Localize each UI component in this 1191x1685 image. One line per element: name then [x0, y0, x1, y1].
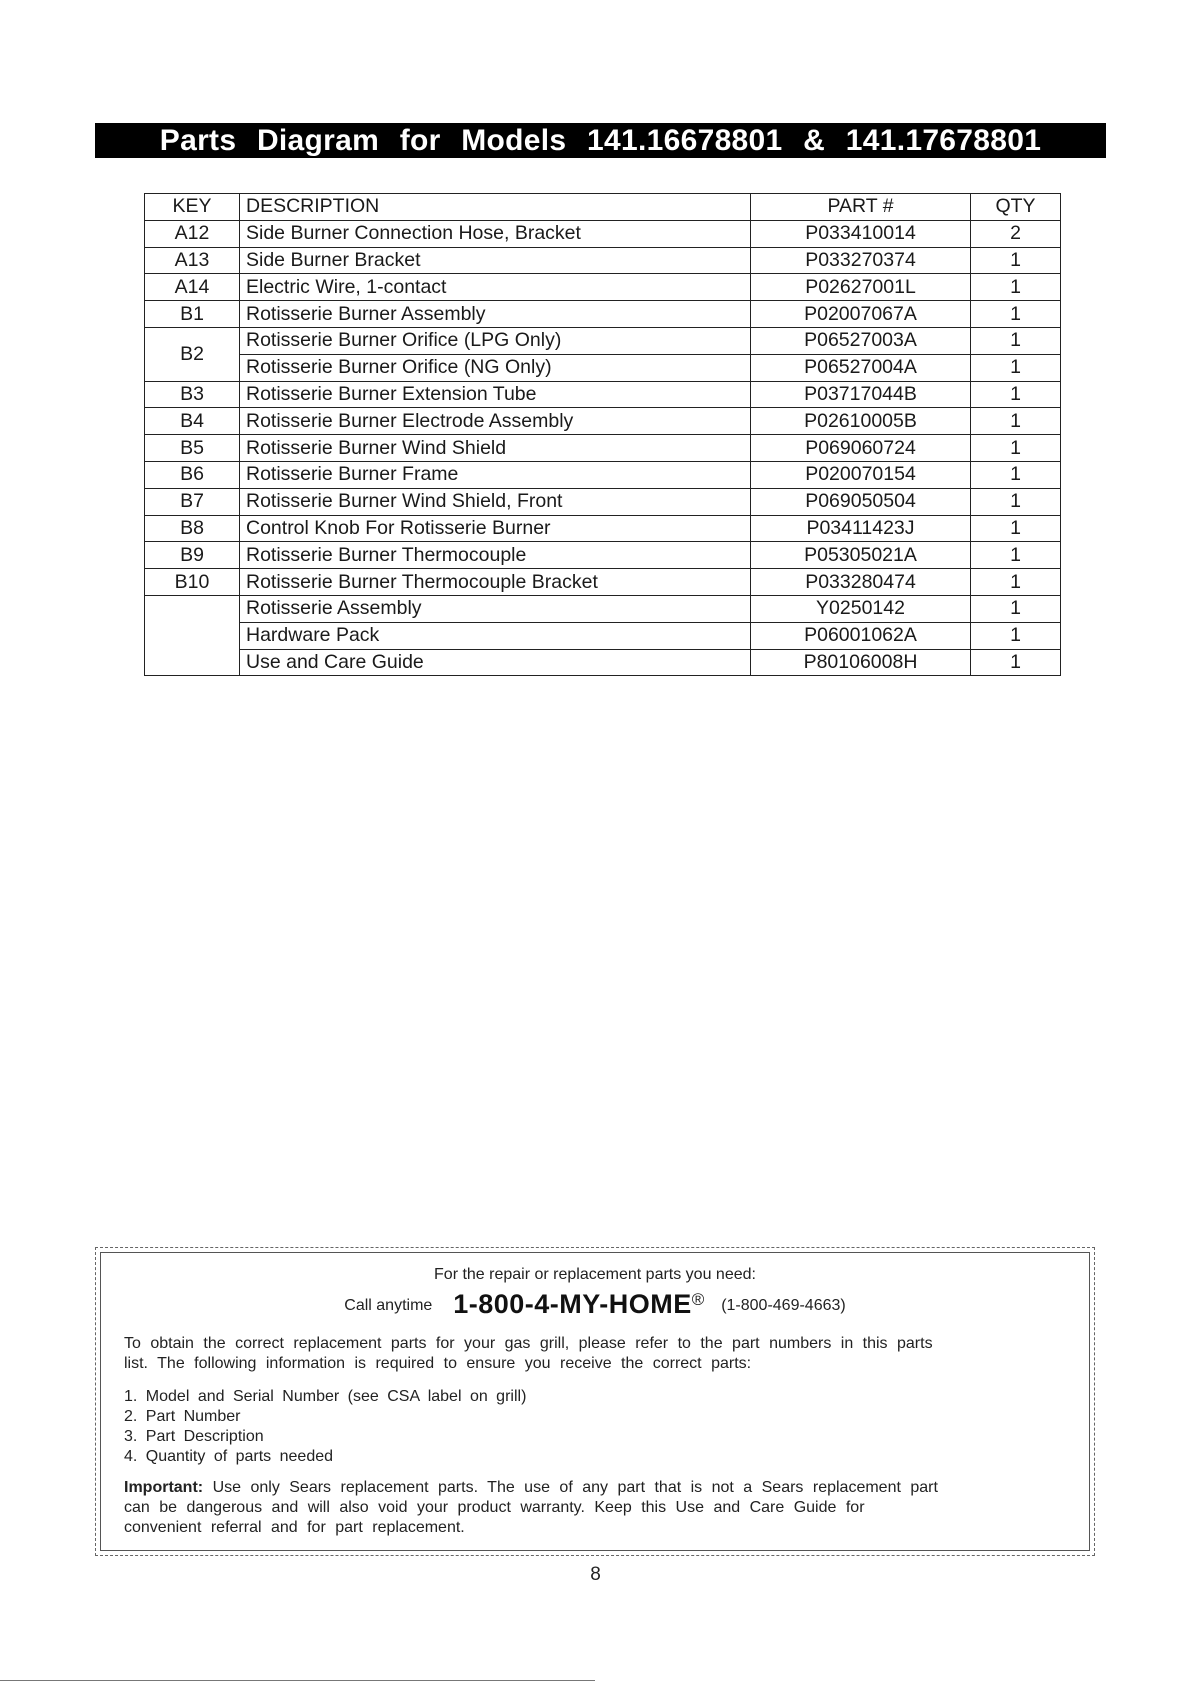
row-description: Use and Care Guide — [240, 649, 751, 676]
page-title: Parts Diagram for Models 141.16678801 & 141.17678801 — [95, 123, 1106, 158]
row-description: Rotisserie Burner Electrode Assembly — [240, 408, 751, 435]
table-row — [145, 515, 1061, 542]
table-row — [145, 649, 1061, 676]
row-part-number: P05305021A — [751, 542, 971, 569]
important-line-1 — [124, 1479, 938, 1497]
table-row — [145, 488, 1061, 515]
row-part-number: P033410014 — [751, 220, 971, 247]
row-qty: 1 — [971, 408, 1061, 435]
row-description: Rotisserie Burner Thermocouple — [240, 542, 751, 569]
row-qty: 1 — [971, 622, 1061, 649]
parts-info-box — [95, 1247, 1095, 1556]
table-row — [145, 408, 1061, 435]
row-qty: 1 — [971, 327, 1061, 354]
row-qty: 1 — [971, 354, 1061, 381]
row-part-number: P06527003A — [751, 327, 971, 354]
row-description: Rotisserie Burner Frame — [240, 461, 751, 488]
row-description: Rotisserie Assembly — [240, 595, 751, 622]
row-part-number: P020070154 — [751, 461, 971, 488]
row-description: Rotisserie Burner Wind Shield — [240, 435, 751, 462]
row-qty: 1 — [971, 595, 1061, 622]
row-qty: 1 — [971, 461, 1061, 488]
info-paragraph-line-1: To obtain the correct replacement parts for your gas grill, please refer to the part numbers in this parts — [124, 1335, 933, 1352]
row-description: Rotisserie Burner Orifice (LPG Only) — [240, 327, 751, 354]
row-key: A14 — [145, 274, 240, 301]
parts-info-inner-border — [100, 1252, 1090, 1551]
row-qty: 1 — [971, 381, 1061, 408]
row-qty: 1 — [971, 515, 1061, 542]
row-part-number: P06527004A — [751, 354, 971, 381]
row-part-number: P033270374 — [751, 247, 971, 274]
table-row — [145, 622, 1061, 649]
row-qty: 1 — [971, 488, 1061, 515]
row-qty: 1 — [971, 569, 1061, 596]
table-header-row — [145, 194, 1061, 221]
table-row — [145, 569, 1061, 596]
row-qty: 1 — [971, 435, 1061, 462]
column-header-key: KEY — [145, 194, 240, 221]
row-key: B5 — [145, 435, 240, 462]
row-key: B10 — [145, 569, 240, 596]
row-part-number: P03717044B — [751, 381, 971, 408]
info-list-item: 2. Part Number — [124, 1408, 241, 1425]
row-part-number: P03411423J — [751, 515, 971, 542]
row-part-number: P80106008H — [751, 649, 971, 676]
table-row — [145, 354, 1061, 381]
column-header-qty: QTY — [971, 194, 1061, 221]
row-part-number: P06001062A — [751, 622, 971, 649]
row-part-number: P02627001L — [751, 274, 971, 301]
row-description: Rotisserie Burner Wind Shield, Front — [240, 488, 751, 515]
row-key — [145, 595, 240, 675]
row-description: Electric Wire, 1-contact — [240, 274, 751, 301]
table-row — [145, 301, 1061, 328]
row-description: Control Knob For Rotisserie Burner — [240, 515, 751, 542]
row-key: B3 — [145, 381, 240, 408]
table-row — [145, 435, 1061, 462]
hotline-line — [101, 1289, 1089, 1320]
row-key: B8 — [145, 515, 240, 542]
column-header-description: DESCRIPTION — [240, 194, 751, 221]
row-qty: 1 — [971, 274, 1061, 301]
table-row — [145, 274, 1061, 301]
hotline-numeric: (1-800-469-4663) — [721, 1297, 846, 1314]
registered-mark: ® — [691, 1290, 705, 1309]
row-key: B4 — [145, 408, 240, 435]
info-list-item: 3. Part Description — [124, 1428, 264, 1445]
row-qty: 1 — [971, 247, 1061, 274]
row-description: Side Burner Bracket — [240, 247, 751, 274]
table-row — [145, 542, 1061, 569]
row-key: A12 — [145, 220, 240, 247]
row-part-number: P033280474 — [751, 569, 971, 596]
important-line-3: convenient referral and for part replacement. — [124, 1519, 465, 1536]
bottom-divider — [0, 1680, 595, 1681]
row-description: Rotisserie Burner Extension Tube — [240, 381, 751, 408]
table-row — [145, 595, 1061, 622]
table-row — [145, 461, 1061, 488]
row-part-number: P069050504 — [751, 488, 971, 515]
row-key: B6 — [145, 461, 240, 488]
row-qty: 1 — [971, 542, 1061, 569]
call-label: Call anytime — [344, 1297, 433, 1314]
info-list-item: 4. Quantity of parts needed — [124, 1448, 334, 1465]
row-key: B9 — [145, 542, 240, 569]
row-key: A13 — [145, 247, 240, 274]
row-description: Side Burner Connection Hose, Bracket — [240, 220, 751, 247]
table-row — [145, 220, 1061, 247]
row-description: Rotisserie Burner Orifice (NG Only) — [240, 354, 751, 381]
row-key: B2 — [145, 327, 240, 381]
page-number: 8 — [590, 1564, 601, 1585]
row-qty: 1 — [971, 301, 1061, 328]
info-intro: For the repair or replacement parts you need: — [434, 1266, 756, 1283]
row-description: Rotisserie Burner Assembly — [240, 301, 751, 328]
row-part-number: Y0250142 — [751, 595, 971, 622]
important-label: Important: — [124, 1479, 204, 1496]
row-qty: 1 — [971, 649, 1061, 676]
row-part-number: P02007067A — [751, 301, 971, 328]
hotline-number: 1-800-4-MY-HOME — [453, 1289, 692, 1319]
row-qty: 2 — [971, 220, 1061, 247]
row-key: B1 — [145, 301, 240, 328]
info-paragraph-line-2: list. The following information is required to ensure you receive the correct parts: — [124, 1355, 752, 1372]
row-part-number: P069060724 — [751, 435, 971, 462]
row-part-number: P02610005B — [751, 408, 971, 435]
table-row — [145, 247, 1061, 274]
info-list-item: 1. Model and Serial Number (see CSA label on grill) — [124, 1388, 527, 1405]
parts-table — [144, 193, 1061, 676]
table-row — [145, 381, 1061, 408]
row-description: Hardware Pack — [240, 622, 751, 649]
table-row — [145, 327, 1061, 354]
row-description: Rotisserie Burner Thermocouple Bracket — [240, 569, 751, 596]
row-key: B7 — [145, 488, 240, 515]
column-header-part: PART # — [751, 194, 971, 221]
important-text-1: Use only Sears replacement parts. The use of any part that is not a Sears replacement part — [212, 1479, 938, 1496]
important-line-2: can be dangerous and will also void your product warranty. Keep this Use and Care Guide for — [124, 1499, 865, 1516]
